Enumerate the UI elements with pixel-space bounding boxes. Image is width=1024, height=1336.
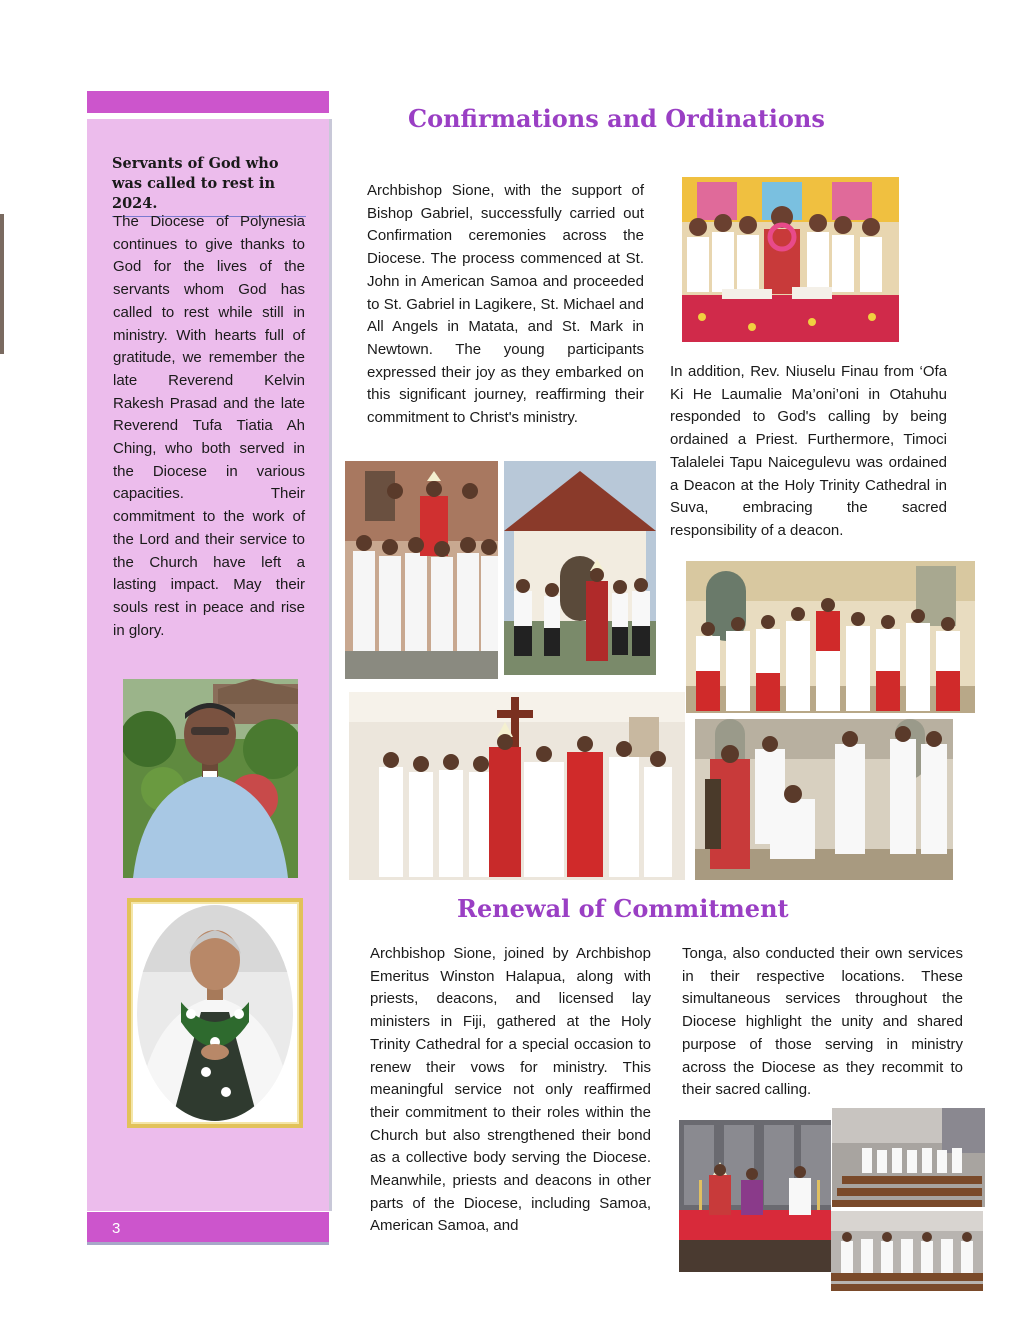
page-edge-photo-strip [0,214,4,354]
confirmations-paragraph-1: Archbishop Sione, with the support of Bishop Gabriel, successfully carried out Confirmation ceremonies across the Diocese. The process commenced at St. John in American Samoa and proceeded to St. Gabriel in Lagikere, St. Michael and All Angels in Matata, and St. Mark in Newtown. The young participants expressed their joy as they embarked on this significant journey, reaffirming their commitment to Christ's ministry. [367,182,644,427]
photo-reverend-kelvin [123,679,298,878]
photo-renewal-congregation [831,1211,983,1291]
sidebar-top-bar [87,91,329,113]
photo-reverend-tufa-frame [127,898,303,1128]
photo-ordination-clergy [686,561,975,713]
page-number: 3 [112,1220,121,1237]
renewal-paragraph-1: Archbishop Sione, joined by Archbishop Emeritus Winston Halapua, along with priests, deacons, and licensed lay ministers in Fiji, gathered at the Holy Trinity Cathedral for a special occasion to renew their vows for ministry. This meaningful service not only reaffirmed their commitment to their roles within the Church but also strengthened their bond as a collective body serving the Diocese. Meanwhile, priests and deacons in other parts of the Diocese, including Samoa, American Samoa, and [370,945,651,1235]
photo-confirmation-group-1 [345,461,498,679]
section-title-renewal: Renewal of Commitment [457,894,789,923]
confirmations-paragraph-2: In addition, Rev. Niuselu Finau from ‘Ofa Ki He Laumalie Ma’oni’oni in Otahuhu responded to God's calling by being ordained a Priest. Furthermore, Timoci Talalelei Tapu Naicegulevu was ordained a Deacon at the Holy Trinity Cathedral in Suva, embracing the sacred responsibility of a deacon. [670,363,947,539]
photo-ordination-kneeling [695,719,953,880]
sidebar-bottom-bar [87,1212,329,1245]
sidebar-text: The Diocese of Polynesia continues to give thanks to God for the lives of the servants whom God has called to rest while still in ministry. With hearts full of gratitude, we remember the late Reverend Kelvin Rakesh Prasad and the late Reverend Tufa Tiatia Ah Ching, who both served in the Diocese in various capacities. Their commitment to the work of the Lord and their service to the Church have left a lasting impact. May their souls rest in peace and rise in glory. [113,213,305,639]
photo-confirmation-church [504,461,656,675]
photo-confirmation-group-2 [349,692,685,880]
photo-renewal-pews [832,1108,985,1207]
photo-confirmation-cake [682,177,899,342]
renewal-paragraph-2: Tonga, also conducted their own services in their respective locations. These simultaneous services throughout the Diocese highlight the unity and shared purpose of those serving in ministry across the Diocese as they recommit to their sacred calling. [682,945,963,1099]
section-title-confirmations: Confirmations and Ordinations [408,104,825,133]
photo-renewal-altar [679,1120,831,1272]
sidebar-heading: Servants of God who was called to rest in 2024. [112,154,306,217]
